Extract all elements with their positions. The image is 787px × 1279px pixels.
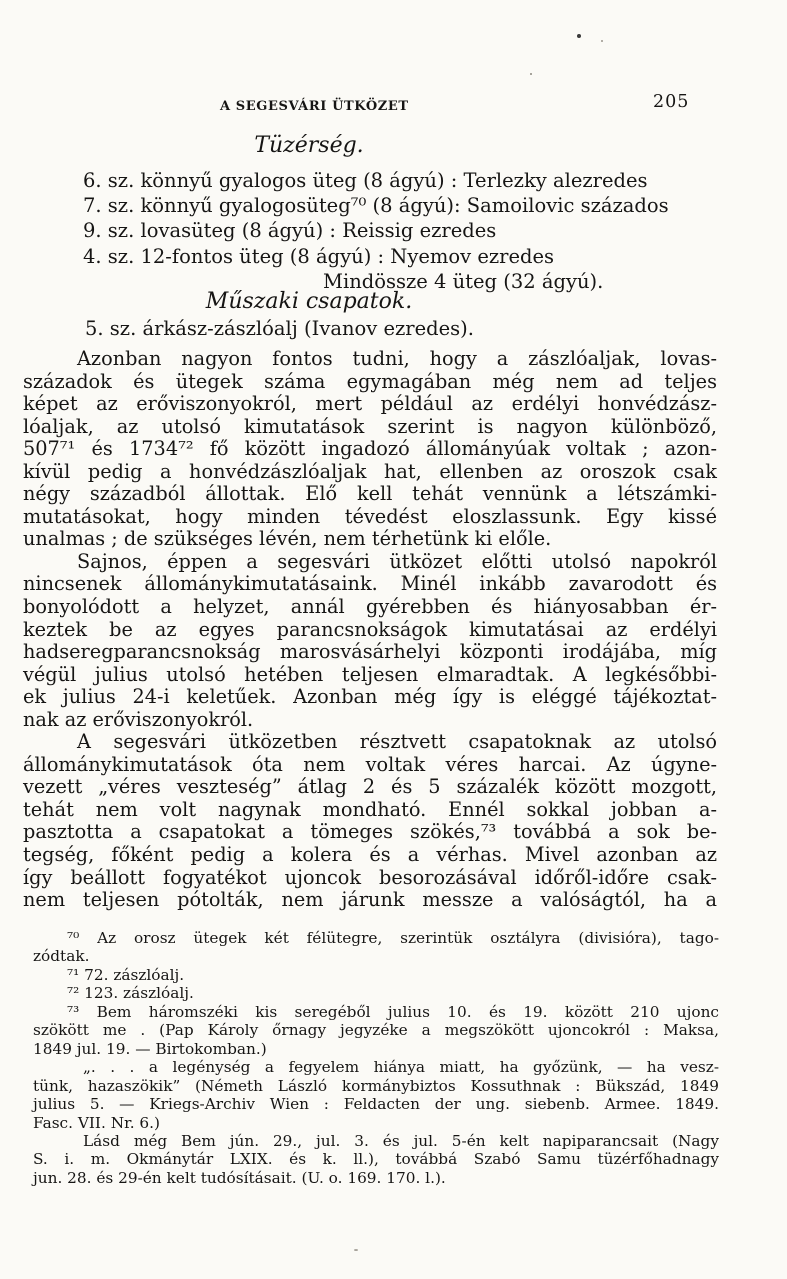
- footnote-line: „. . . a legénység a fegyelem hiánya miatt, ha győzünk, — ha vesz-: [83, 1058, 719, 1077]
- artillery-item: 6. sz. könnyű gyalogos üteg (8 ágyú) : Terlezky alezredes: [83, 169, 648, 192]
- text-line: állománykimutatások óta nem voltak véres harcai. Az úgyne-: [23, 752, 717, 776]
- text-line: így beállott fogyatékot ujoncok besorozásával időről-időre csak-: [23, 865, 717, 889]
- footnote-line: tünk, hazaszökik” (Németh László kormánybiztos Kossuthnak : Bükszád, 1849: [33, 1076, 719, 1095]
- artillery-item: 7. sz. könnyű gyalogosüteg⁷⁰ (8 ágyú): Samoilovic százados: [83, 194, 669, 218]
- body-text: [23, 348, 717, 912]
- footnote-line: ⁷⁰ Az orosz ütegek két félütegre, szerintük osztályra (divisióra), tago-: [67, 929, 719, 947]
- text-line: lóaljak, az utolsó kimutatások szerint is nagyon különböző,: [23, 414, 717, 438]
- footnote-line: ⁷² 123. zászlóalj.: [67, 984, 194, 1003]
- footnote-line: 1849 jul. 19. — Birtokomban.): [33, 1039, 267, 1058]
- text-line: Azonban nagyon fontos tudni, hogy a zászlóaljak, lovas-: [77, 347, 717, 370]
- text-line: kívül pedig a honvédzászlóaljak hat, ellenben az oroszok csak: [23, 459, 717, 483]
- text-line: ek julius 24-i keletűek. Azonban még így is eléggé tájékoztat-: [23, 685, 717, 709]
- artillery-item: 4. sz. 12-fontos üteg (8 ágyú) : Nyemov ezredes: [83, 244, 555, 268]
- scan-speck: [530, 73, 532, 75]
- scan-speck: [601, 40, 603, 42]
- text-line: hadseregparancsnokság marosvásárhelyi központi irodájába, míg: [23, 640, 717, 664]
- footnote-line: ⁷¹ 72. zászlóalj.: [67, 965, 185, 984]
- text-line: keztek be az egyes parancsnokságok kimutatásai az erdélyi: [23, 617, 717, 641]
- artillery-summary: Mindössze 4 üteg (32 ágyú).: [323, 269, 604, 293]
- text-line: pasztotta a csapatokat a tömeges szökés,⁷³ továbbá a sok be-: [23, 820, 717, 844]
- text-line: tehát nem volt nagynak mondható. Ennél sokkal jobban a-: [23, 797, 717, 821]
- text-line: századok és ütegek száma egymagában még nem ad teljes: [23, 369, 717, 393]
- text-line: négy századból állottak. Elő kell tehát vennünk a létszámki-: [23, 482, 717, 506]
- footnote-line: S. i. m. Okmánytár LXIX. és k. ll.), továbbá Szabó Samu tüzérfőhadnagy: [33, 1150, 719, 1169]
- footnote-line: ⁷³ Bem háromszéki kis seregéből julius 10. és 19. között 210 ujonc: [67, 1002, 719, 1021]
- text-line: képet az erőviszonyokról, mert például az erdélyi honvédzász-: [23, 392, 717, 416]
- footnote-line: Lásd még Bem jún. 29., jul. 3. és jul. 5-én kelt napiparancsait (Nagy: [83, 1131, 719, 1150]
- artillery-list: [83, 168, 669, 294]
- engineering-item: 5. sz. árkász-zászlóalj (Ivanov ezredes).: [85, 317, 474, 340]
- scan-speck: [577, 34, 581, 38]
- page-number: 205: [653, 92, 690, 112]
- text-line: végül julius utolsó hetében teljesen elmaradtak. A legkésőbbi-: [23, 662, 717, 686]
- artillery-item: 9. sz. lovasüteg (8 ágyú) : Reissig ezredes: [83, 219, 497, 243]
- text-line: nak az erőviszonyokról.: [23, 707, 254, 731]
- text-line: Sajnos, éppen a segesvári ütközet előtti utolsó napokról: [77, 549, 717, 573]
- footnote-line: jun. 28. és 29-én kelt tudósításait. (U. o. 169. 170. l.).: [33, 1168, 446, 1187]
- footnote-line: szökött me . (Pap Károly őrnagy jegyzéke a megszökött ujoncokról : Maksa,: [33, 1021, 719, 1040]
- footnote-line: Fasc. VII. Nr. 6.): [33, 1113, 160, 1132]
- text-line: mutatásokat, hogy minden tévedést eloszlassunk. Egy kissé: [23, 504, 717, 528]
- text-line: vezett „véres veszteség” átlag 2 és 5 százalék között mozgott,: [23, 775, 717, 799]
- footnote-line: julius 5. — Kriegs-Archiv Wien : Feldacten der ung. siebenb. Armee. 1849.: [33, 1095, 719, 1114]
- text-line: tegség, főként pedig a kolera és a vérhas. Mivel azonban az: [23, 843, 717, 867]
- text-line: bonyolódott a helyzet, annál gyérebben és hiányosabban ér-: [23, 595, 717, 619]
- scan-speck: [354, 1249, 358, 1251]
- text-line: nem teljesen pótolták, nem járunk messze a valóságtól, ha a: [23, 888, 717, 912]
- text-line: nincsenek állománykimutatásaink. Minél inkább zavarodott és: [23, 572, 717, 596]
- section-heading-engineering: Műszaki csapatok.: [205, 289, 413, 314]
- footnote-line: zódtak.: [33, 947, 90, 966]
- running-header-title: A SEGESVÁRI ÜTKÖZET: [220, 99, 409, 114]
- text-line: A segesvári ütközetben résztvett csapatoknak az utolsó: [77, 730, 717, 754]
- section-heading-artillery: Tüzérség.: [254, 133, 364, 158]
- text-line: 507⁷¹ és 1734⁷² fő között ingadozó állományúak voltak ; azon-: [23, 437, 717, 461]
- text-line: unalmas ; de szükséges lévén, nem térhetünk ki előle.: [23, 527, 552, 551]
- footnotes: [33, 929, 719, 1187]
